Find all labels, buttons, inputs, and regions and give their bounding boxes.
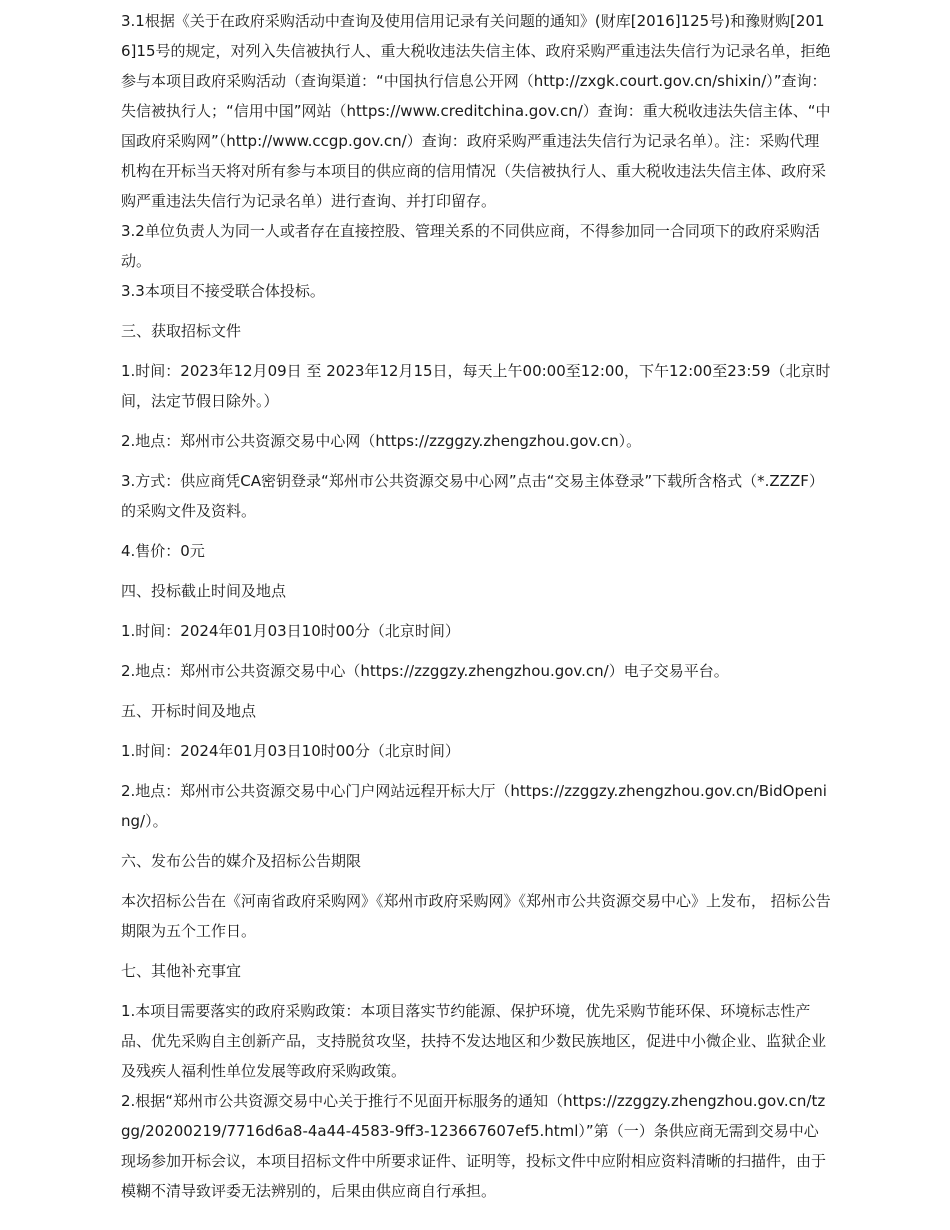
section-heading-other-matters: 七、其他补充事宜 (121, 962, 242, 980)
procurement-policy-paragraph: 1.本项目需要落实的政府采购政策：本项目落实节约能源、保护环境，优先采购节能环保、环境标志性产品、优先采购自主创新产品，支持脱贫攻坚，扶持不发达地区和少数民族地区，促进中小微企业、监狱企业及残疾人福利性单位发展等政府采购政策。 (121, 1002, 827, 1080)
announcement-media-paragraph: 本次招标公告在《河南省政府采购网》《郑州市政府采购网》《郑州市公共资源交易中心》上发布， 招标公告期限为五个工作日。 (121, 892, 831, 940)
section-heading-bid-deadline: 四、投标截止时间及地点 (121, 582, 287, 600)
document-body (121, 6, 833, 1206)
opening-location-paragraph: 2.地点：郑州市公共资源交易中心门户网站远程开标大厅（https://zzggzy.zhengzhou.gov.cn/BidOpening/）。 (121, 782, 827, 830)
remote-opening-paragraph: 2.根据“郑州市公共资源交易中心关于推行不见面开标服务的通知（https://zzggzy.zhengzhou.gov.cn/tzgg/20200219/7716d6a8-4a44-4583-9ff3-123667607ef5.html）”第（一）条供应商无需到交易中心现场参加开标会议，本项目招标文件中所要求证件、证明等，投标文件中应附相应资料清晰的扫描件，由于模糊不清导致评委无法辨别的，后果由供应商自行承担。 (121, 1092, 827, 1200)
deadline-time-paragraph: 1.时间：2024年01月03日10时00分（北京时间） (121, 622, 460, 640)
price-paragraph: 4.售价：0元 (121, 542, 205, 560)
related-supplier-paragraph: 3.2单位负责人为同一人或者存在直接控股、管理关系的不同供应商，不得参加同一合同项下的政府采购活动。 (121, 222, 820, 270)
deadline-location-paragraph: 2.地点：郑州市公共资源交易中心（https://zzggzy.zhengzhou.gov.cn/）电子交易平台。 (121, 662, 729, 680)
credit-record-paragraph: 3.1根据《关于在政府采购活动中查询及使用信用记录有关问题的通知》(财库[2016]125号)和豫财购[2016]15号的规定，对列入失信被执行人、重大税收违法失信主体、政府采购严重违法失信行为记录名单，拒绝参与本项目政府采购活动（查询渠道：“中国执行信息公开网（http://zxgk.court.gov.cn/shixin/）”查询：失信被执行人；“信用中国”网站（https://www.creditchina.gov.cn/）查询：重大税收违法失信主体、“中国政府采购网”（http://www.ccgp.gov.cn/）查询：政府采购严重违法失信行为记录名单）。注：采购代理机构在开标当天将对所有参与本项目的供应商的信用情况（失信被执行人、重大税收违法失信主体、政府采购严重违法失信行为记录名单）进行查询、并打印留存。 (121, 12, 831, 210)
obtain-method-paragraph: 3.方式：供应商凭CA密钥登录“郑州市公共资源交易中心网”点击“交易主体登录”下载所含格式（*.ZZZF）的采购文件及资料。 (121, 472, 824, 520)
section-heading-bid-opening: 五、开标时间及地点 (121, 702, 257, 720)
opening-time-paragraph: 1.时间：2024年01月03日10时00分（北京时间） (121, 742, 460, 760)
obtain-location-paragraph: 2.地点：郑州市公共资源交易中心网（https://zzggzy.zhengzhou.gov.cn）。 (121, 432, 642, 450)
section-heading-obtain-documents: 三、获取招标文件 (121, 322, 242, 340)
no-consortium-paragraph: 3.3本项目不接受联合体投标。 (121, 282, 325, 300)
obtain-time-paragraph: 1.时间：2023年12月09日 至 2023年12月15日，每天上午00:00至12:00，下午12:00至23:59（北京时间，法定节假日除外。） (121, 362, 831, 410)
section-heading-announcement-media: 六、发布公告的媒介及招标公告期限 (121, 852, 362, 870)
